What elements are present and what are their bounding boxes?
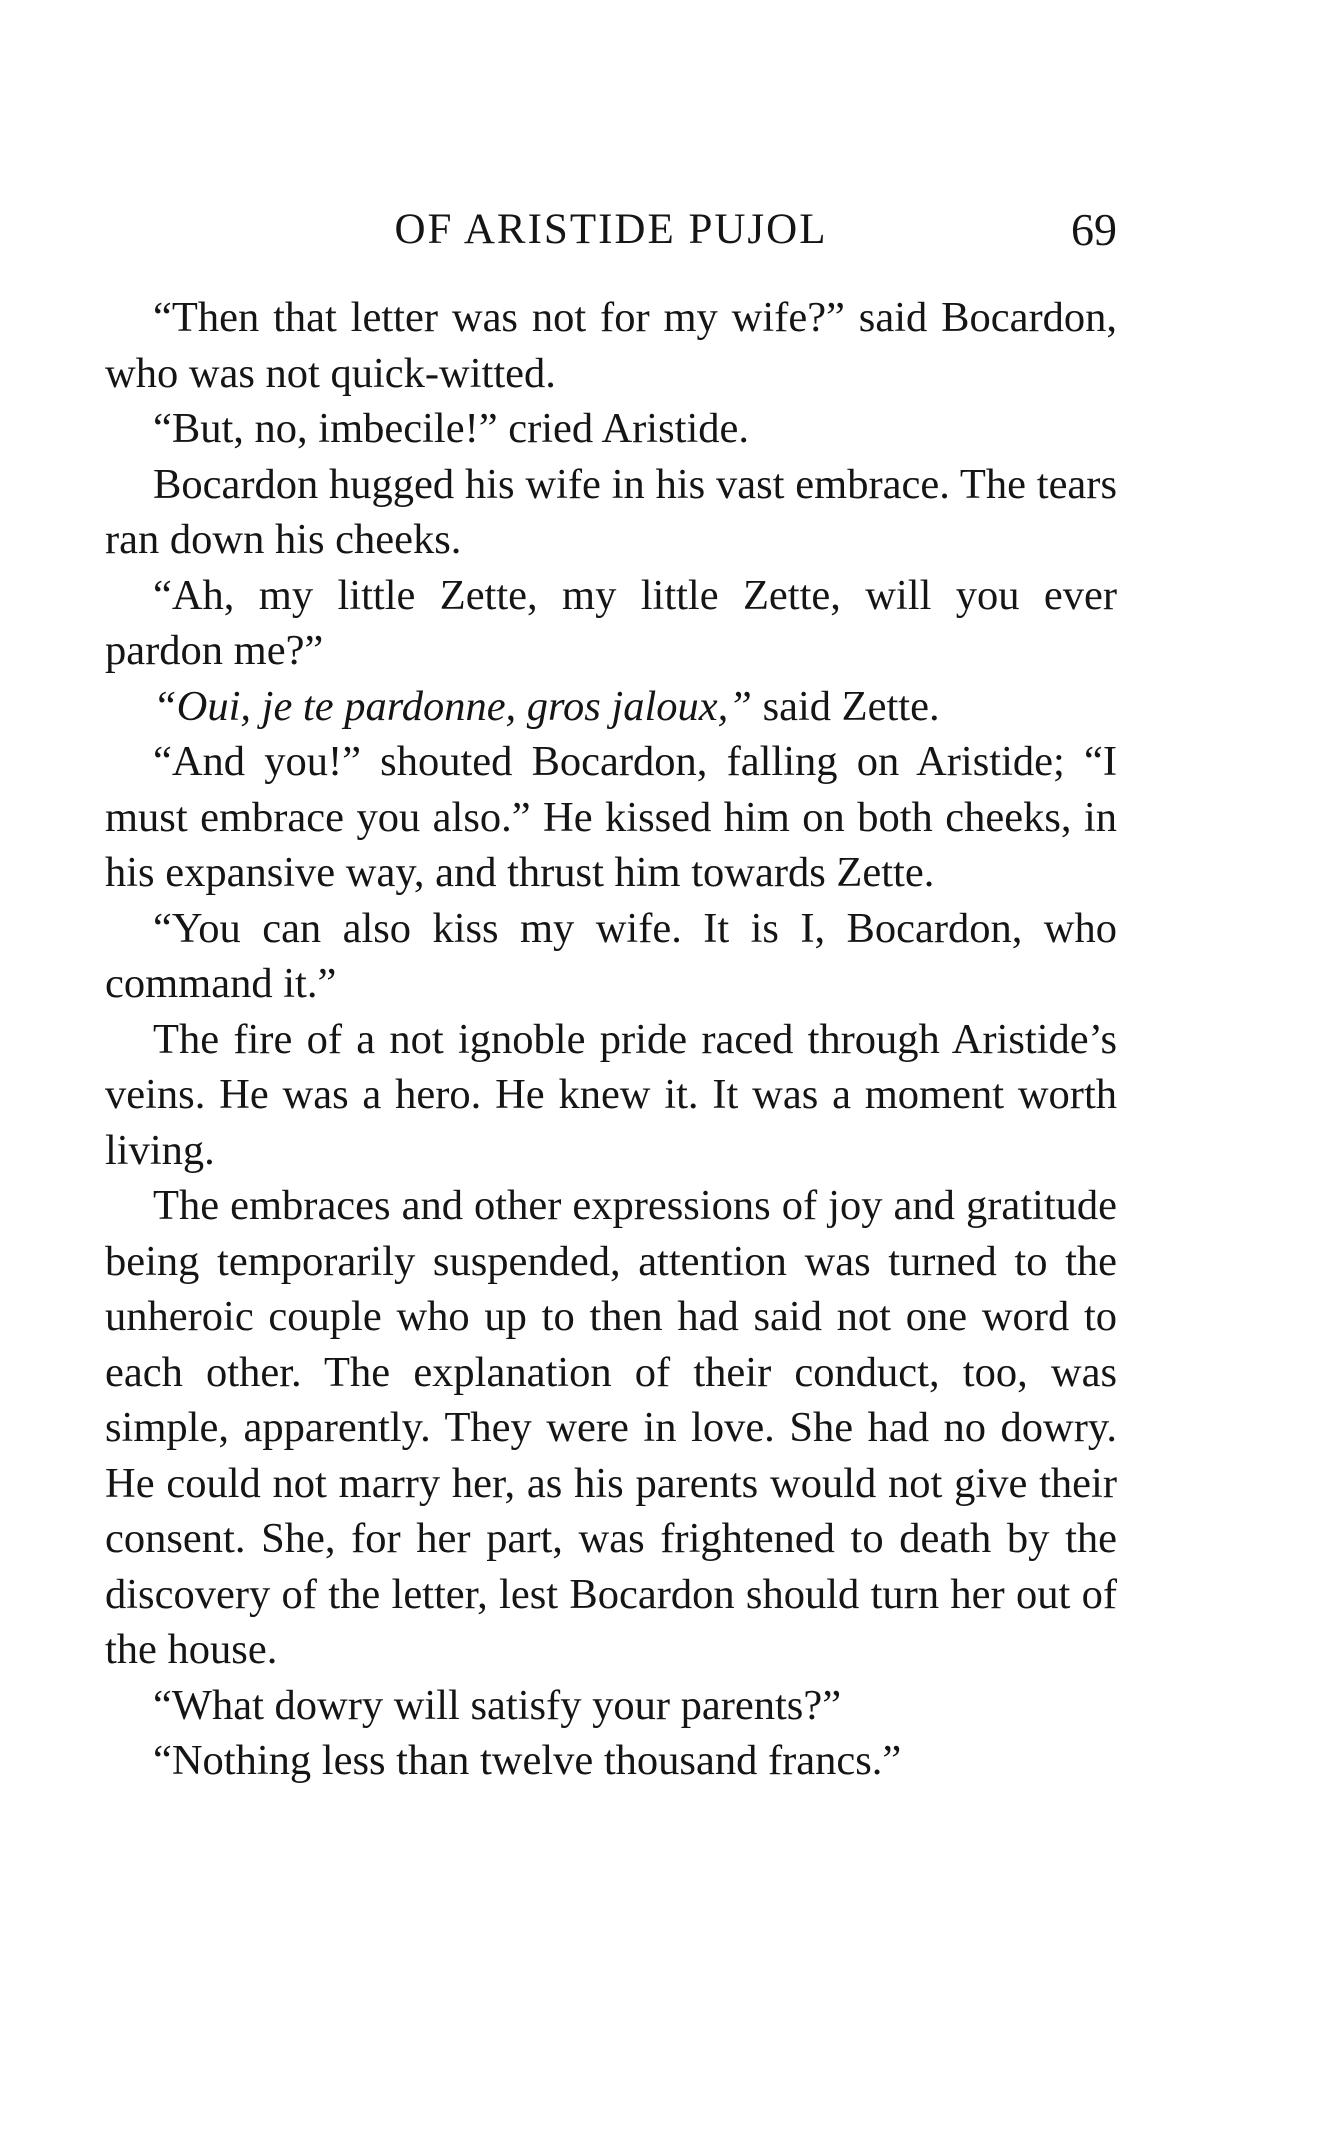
paragraph — [105, 679, 1117, 735]
body-text — [105, 290, 1117, 1789]
quote-attribution: said Zette. — [751, 682, 940, 730]
paragraph: “Then that letter was not for my wife?” said Bocardon, who was not quick-witted. — [105, 294, 1117, 397]
paragraph: The embraces and other expressions of joy and gratitude being temporarily suspended, attention was turned to the unheroic couple who up to then had said not one word to each other. The explanation of their conduct, too, was simple, apparently. They were in love. She had no dowry. He could not marry her, as his parents would not give their consent. She, for her part, was frightened to death by the discovery of the letter, lest Bocardon should turn her out of the house. — [105, 1182, 1117, 1673]
paragraph: Bocardon hugged his wife in his vast embrace. The tears ran down his cheeks. — [105, 460, 1117, 563]
paragraph: “Nothing less than twelve thousand francs.” — [153, 1737, 902, 1784]
italic-quote: “Oui, je te pardonne, gros jaloux,” — [153, 682, 752, 730]
running-title: OF ARISTIDE PUJOL — [394, 206, 828, 253]
paragraph: “Ah, my little Zette, my little Zette, will you ever pardon me?” — [105, 571, 1117, 674]
paragraph: “What dowry will satisfy your parents?” — [153, 1681, 842, 1729]
running-head — [105, 200, 1117, 260]
paragraph: “You can also kiss my wife. It is I, Bocardon, who command it.” — [105, 904, 1117, 1007]
page-number: 69 — [1071, 204, 1117, 255]
paragraph: “But, no, imbecile!” cried Aristide. — [153, 405, 749, 452]
paragraph: The fire of a not ignoble pride raced through Aristide’s veins. He was a hero. He knew it. It was a moment worth living. — [105, 1015, 1117, 1174]
paragraph: “And you!” shouted Bocardon, falling on Aristide; “I must embrace you also.” He kissed him on both cheeks, in his expansive way, and thrust him towards Zette. — [105, 738, 1117, 896]
